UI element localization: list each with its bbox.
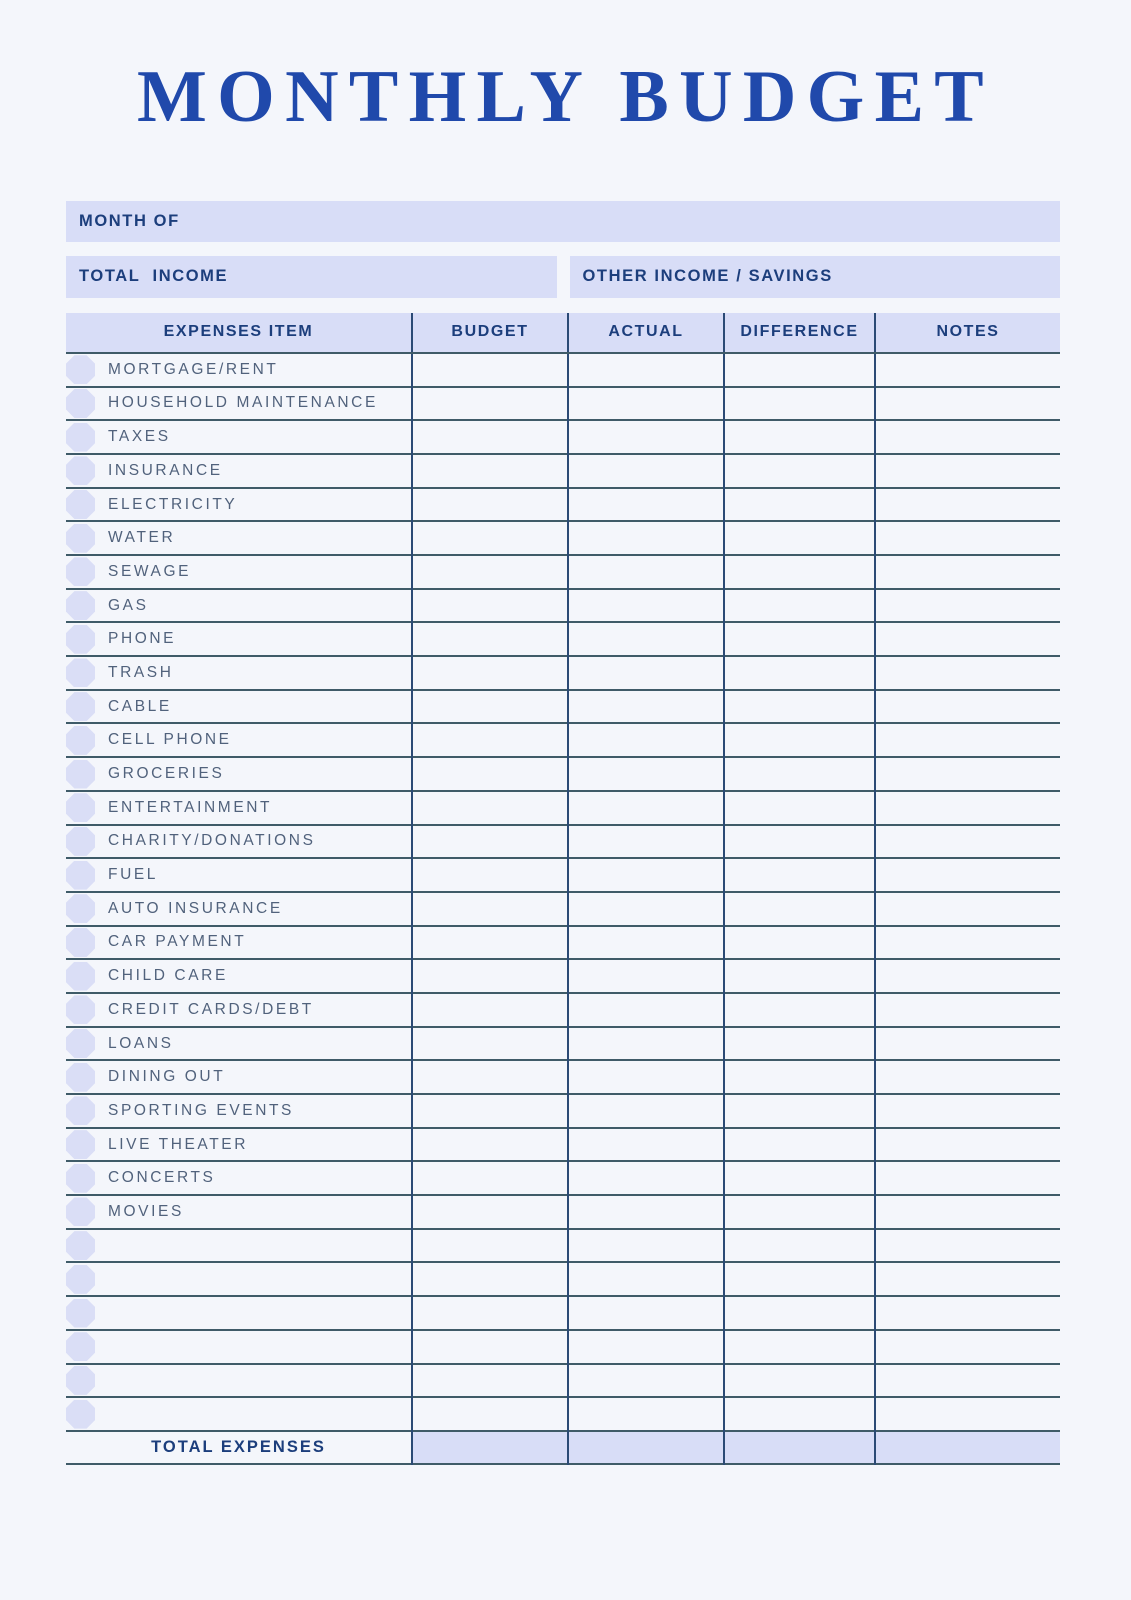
table-row <box>66 454 1060 488</box>
table-row <box>66 1330 1060 1364</box>
header-difference: DIFFERENCE <box>724 313 875 353</box>
actual-cell[interactable] <box>568 353 724 387</box>
actual-cell[interactable] <box>568 1397 724 1431</box>
total-budget-cell[interactable] <box>412 1431 568 1464</box>
difference-cell[interactable] <box>724 1262 875 1296</box>
notes-cell[interactable] <box>875 959 1060 993</box>
bullet-icon <box>66 1197 95 1226</box>
budget-cell[interactable] <box>412 858 568 892</box>
actual-cell[interactable] <box>568 521 724 555</box>
total-income-label: TOTAL INCOME <box>79 267 229 286</box>
expense-item-label: GROCERIES <box>108 765 225 782</box>
difference-cell[interactable] <box>724 1094 875 1128</box>
total-difference-cell[interactable] <box>724 1431 875 1464</box>
expense-item-label: PHONE <box>108 630 177 648</box>
difference-cell[interactable] <box>724 690 875 724</box>
expense-item-cell <box>66 1364 412 1398</box>
header-row <box>66 313 1060 353</box>
actual-cell[interactable] <box>568 723 724 757</box>
notes-cell[interactable] <box>875 723 1060 757</box>
total-expenses-row <box>66 1431 1060 1464</box>
notes-cell[interactable] <box>875 420 1060 454</box>
table-row <box>66 1296 1060 1330</box>
expenses-table-body <box>66 353 1060 1431</box>
table-row <box>66 1195 1060 1229</box>
notes-cell[interactable] <box>875 1296 1060 1330</box>
table-row <box>66 1128 1060 1162</box>
month-of-label: MONTH OF <box>79 211 180 230</box>
expense-item-label: CHARITY/DONATIONS <box>108 832 316 850</box>
expense-item-label: WATER <box>108 529 176 547</box>
notes-cell[interactable] <box>875 926 1060 960</box>
difference-cell[interactable] <box>724 723 875 757</box>
difference-cell[interactable] <box>724 791 875 825</box>
bullet-icon <box>66 490 95 519</box>
expense-item-label: LOANS <box>108 1034 174 1052</box>
budget-cell[interactable] <box>412 723 568 757</box>
expense-item-label: DINING OUT <box>108 1068 226 1086</box>
actual-cell[interactable] <box>568 1128 724 1162</box>
difference-cell[interactable] <box>724 555 875 589</box>
difference-cell[interactable] <box>724 488 875 522</box>
actual-cell[interactable] <box>568 926 724 960</box>
expense-item-label: ELECTRICITY <box>108 495 238 513</box>
expense-item-cell <box>66 892 412 926</box>
table-row <box>66 488 1060 522</box>
notes-cell[interactable] <box>875 1027 1060 1061</box>
actual-cell[interactable] <box>568 1027 724 1061</box>
budget-cell[interactable] <box>412 1364 568 1398</box>
notes-cell[interactable] <box>875 1094 1060 1128</box>
expense-item-cell <box>66 1161 412 1195</box>
difference-cell[interactable] <box>724 1161 875 1195</box>
difference-cell[interactable] <box>724 1296 875 1330</box>
bullet-icon <box>66 1130 95 1159</box>
table-row <box>66 1229 1060 1263</box>
table-row <box>66 858 1060 892</box>
budget-cell[interactable] <box>412 1296 568 1330</box>
expense-item-cell <box>66 1330 412 1364</box>
total-income-field[interactable] <box>66 256 557 298</box>
difference-cell[interactable] <box>724 589 875 623</box>
budget-cell[interactable] <box>412 1262 568 1296</box>
actual-cell[interactable] <box>568 656 724 690</box>
expense-item-label: HOUSEHOLD MAINTENANCE <box>108 394 378 412</box>
notes-cell[interactable] <box>875 825 1060 859</box>
notes-cell[interactable] <box>875 454 1060 488</box>
expense-item-cell <box>66 656 412 690</box>
bullet-icon <box>66 1265 95 1294</box>
actual-cell[interactable] <box>568 993 724 1027</box>
expense-item-cell <box>66 1262 412 1296</box>
expenses-table-footer <box>66 1431 1060 1464</box>
difference-cell[interactable] <box>724 353 875 387</box>
expense-item-cell <box>66 858 412 892</box>
table-row <box>66 959 1060 993</box>
notes-cell[interactable] <box>875 1364 1060 1398</box>
actual-cell[interactable] <box>568 420 724 454</box>
budget-cell[interactable] <box>412 791 568 825</box>
table-row <box>66 1027 1060 1061</box>
bullet-icon <box>66 591 95 620</box>
expense-item-cell <box>66 387 412 421</box>
budget-cell[interactable] <box>412 488 568 522</box>
bullet-icon <box>66 1029 95 1058</box>
difference-cell[interactable] <box>724 1027 875 1061</box>
table-row <box>66 993 1060 1027</box>
expense-item-label: TAXES <box>108 428 171 446</box>
budget-cell[interactable] <box>412 1195 568 1229</box>
budget-cell[interactable] <box>412 959 568 993</box>
difference-cell[interactable] <box>724 656 875 690</box>
expense-item-label: AUTO INSURANCE <box>108 899 283 917</box>
expense-item-label: SEWAGE <box>108 562 192 580</box>
expense-item-cell <box>66 959 412 993</box>
notes-cell[interactable] <box>875 1060 1060 1094</box>
actual-cell[interactable] <box>568 1229 724 1263</box>
table-row <box>66 723 1060 757</box>
budget-cell[interactable] <box>412 757 568 791</box>
budget-cell[interactable] <box>412 1128 568 1162</box>
bullet-icon <box>66 524 95 553</box>
budget-cell[interactable] <box>412 1229 568 1263</box>
expense-item-label: TRASH <box>108 663 174 681</box>
bullet-icon <box>66 726 95 755</box>
table-row <box>66 387 1060 421</box>
bullet-icon <box>66 389 95 418</box>
actual-cell[interactable] <box>568 387 724 421</box>
budget-cell[interactable] <box>412 353 568 387</box>
expense-item-cell <box>66 1128 412 1162</box>
budget-cell[interactable] <box>412 656 568 690</box>
notes-cell[interactable] <box>875 589 1060 623</box>
notes-cell[interactable] <box>875 1262 1060 1296</box>
budget-cell[interactable] <box>412 926 568 960</box>
expense-item-cell <box>66 622 412 656</box>
bullet-icon <box>66 894 95 923</box>
bullet-icon <box>66 1063 95 1092</box>
other-income-label: OTHER INCOME / SAVINGS <box>582 267 833 286</box>
notes-cell[interactable] <box>875 892 1060 926</box>
table-row <box>66 353 1060 387</box>
expense-item-cell <box>66 825 412 859</box>
difference-cell[interactable] <box>724 1195 875 1229</box>
total-expenses-label: TOTAL EXPENSES <box>151 1437 326 1456</box>
expense-item-cell <box>66 420 412 454</box>
table-row <box>66 757 1060 791</box>
expense-item-cell <box>66 1195 412 1229</box>
table-row <box>66 1094 1060 1128</box>
bullet-icon <box>66 861 95 890</box>
difference-cell[interactable] <box>724 926 875 960</box>
income-row <box>66 256 1060 298</box>
table-row <box>66 622 1060 656</box>
bullet-icon <box>66 1231 95 1260</box>
header-budget: BUDGET <box>412 313 568 353</box>
budget-cell[interactable] <box>412 521 568 555</box>
expense-item-label: MOVIES <box>108 1202 184 1220</box>
difference-cell[interactable] <box>724 420 875 454</box>
bullet-icon <box>66 1096 95 1125</box>
expense-item-cell <box>66 723 412 757</box>
expense-item-cell <box>66 353 412 387</box>
table-row <box>66 1262 1060 1296</box>
budget-cell[interactable] <box>412 690 568 724</box>
budget-cell[interactable] <box>412 1397 568 1431</box>
bullet-icon <box>66 1164 95 1193</box>
budget-cell[interactable] <box>412 892 568 926</box>
expense-item-cell <box>66 791 412 825</box>
actual-cell[interactable] <box>568 1195 724 1229</box>
budget-cell[interactable] <box>412 1330 568 1364</box>
notes-cell[interactable] <box>875 993 1060 1027</box>
expense-item-cell <box>66 488 412 522</box>
budget-cell[interactable] <box>412 1060 568 1094</box>
table-row <box>66 656 1060 690</box>
actual-cell[interactable] <box>568 1094 724 1128</box>
expense-item-cell <box>66 757 412 791</box>
notes-cell[interactable] <box>875 1161 1060 1195</box>
month-of-field[interactable] <box>66 201 1060 242</box>
actual-cell[interactable] <box>568 858 724 892</box>
expense-item-label: FUEL <box>108 866 159 884</box>
expense-item-label: MORTGAGE/RENT <box>108 360 279 378</box>
notes-cell[interactable] <box>875 521 1060 555</box>
expense-item-cell <box>66 1397 412 1431</box>
bullet-icon <box>66 456 95 485</box>
table-row <box>66 825 1060 859</box>
difference-cell[interactable] <box>724 825 875 859</box>
expense-item-label: CABLE <box>108 697 172 715</box>
expense-item-cell <box>66 555 412 589</box>
expense-item-label: CELL PHONE <box>108 731 232 749</box>
actual-cell[interactable] <box>568 959 724 993</box>
budget-cell[interactable] <box>412 420 568 454</box>
expense-item-label: CAR PAYMENT <box>108 933 247 951</box>
table-row <box>66 926 1060 960</box>
notes-cell[interactable] <box>875 1195 1060 1229</box>
actual-cell[interactable] <box>568 690 724 724</box>
budget-cell[interactable] <box>412 1094 568 1128</box>
sheet-content <box>66 201 1060 1465</box>
expense-item-label: CHILD CARE <box>108 967 228 985</box>
expense-item-label: SPORTING EVENTS <box>108 1101 294 1119</box>
notes-cell[interactable] <box>875 757 1060 791</box>
bullet-icon <box>66 995 95 1024</box>
actual-cell[interactable] <box>568 454 724 488</box>
other-income-field[interactable] <box>570 256 1061 298</box>
expense-item-cell <box>66 1094 412 1128</box>
actual-cell[interactable] <box>568 1262 724 1296</box>
difference-cell[interactable] <box>724 1364 875 1398</box>
notes-cell[interactable] <box>875 858 1060 892</box>
table-row <box>66 1060 1060 1094</box>
bullet-icon <box>66 1299 95 1328</box>
bullet-icon <box>66 928 95 957</box>
expense-item-label: LIVE THEATER <box>108 1135 249 1153</box>
bullet-icon <box>66 793 95 822</box>
budget-cell[interactable] <box>412 1161 568 1195</box>
actual-cell[interactable] <box>568 555 724 589</box>
budget-cell[interactable] <box>412 1027 568 1061</box>
expense-item-label: GAS <box>108 596 149 614</box>
actual-cell[interactable] <box>568 892 724 926</box>
difference-cell[interactable] <box>724 1229 875 1263</box>
bullet-icon <box>66 962 95 991</box>
difference-cell[interactable] <box>724 892 875 926</box>
budget-cell[interactable] <box>412 622 568 656</box>
header-expenses-item: EXPENSES ITEM <box>66 313 412 353</box>
notes-cell[interactable] <box>875 353 1060 387</box>
table-row <box>66 589 1060 623</box>
page-title: MONTHLY BUDGET <box>136 56 995 138</box>
actual-cell[interactable] <box>568 622 724 656</box>
difference-cell[interactable] <box>724 757 875 791</box>
table-row <box>66 1161 1060 1195</box>
expense-item-cell <box>66 993 412 1027</box>
expense-item-cell <box>66 1060 412 1094</box>
table-row <box>66 1397 1060 1431</box>
expense-item-label: ENTERTAINMENT <box>108 798 273 816</box>
notes-cell[interactable] <box>875 690 1060 724</box>
expense-item-label: CREDIT CARDS/DEBT <box>108 1000 314 1018</box>
expense-item-cell <box>66 521 412 555</box>
notes-cell[interactable] <box>875 1330 1060 1364</box>
actual-cell[interactable] <box>568 1364 724 1398</box>
notes-cell[interactable] <box>875 1229 1060 1263</box>
difference-cell[interactable] <box>724 993 875 1027</box>
bullet-icon <box>66 760 95 789</box>
notes-cell[interactable] <box>875 488 1060 522</box>
difference-cell[interactable] <box>724 1060 875 1094</box>
actual-cell[interactable] <box>568 1330 724 1364</box>
notes-cell[interactable] <box>875 1397 1060 1431</box>
bullet-icon <box>66 1332 95 1361</box>
expense-item-cell <box>66 1296 412 1330</box>
budget-cell[interactable] <box>412 387 568 421</box>
header-actual: ACTUAL <box>568 313 724 353</box>
actual-cell[interactable] <box>568 791 724 825</box>
bullet-icon <box>66 1366 95 1395</box>
actual-cell[interactable] <box>568 589 724 623</box>
table-row <box>66 521 1060 555</box>
actual-cell[interactable] <box>568 488 724 522</box>
table-row <box>66 892 1060 926</box>
actual-cell[interactable] <box>568 757 724 791</box>
bullet-icon <box>66 1400 95 1429</box>
bullet-icon <box>66 658 95 687</box>
budget-cell[interactable] <box>412 825 568 859</box>
notes-cell[interactable] <box>875 791 1060 825</box>
table-row <box>66 420 1060 454</box>
notes-cell[interactable] <box>875 555 1060 589</box>
bullet-icon <box>66 692 95 721</box>
notes-cell[interactable] <box>875 656 1060 690</box>
total-notes-cell[interactable] <box>875 1431 1060 1464</box>
budget-cell[interactable] <box>412 993 568 1027</box>
bullet-icon <box>66 625 95 654</box>
table-row <box>66 1364 1060 1398</box>
bullet-icon <box>66 827 95 856</box>
expenses-table-header <box>66 313 1060 353</box>
difference-cell[interactable] <box>724 1128 875 1162</box>
difference-cell[interactable] <box>724 622 875 656</box>
notes-cell[interactable] <box>875 1128 1060 1162</box>
expense-item-cell <box>66 926 412 960</box>
table-row <box>66 791 1060 825</box>
difference-cell[interactable] <box>724 1397 875 1431</box>
expense-item-label: CONCERTS <box>108 1169 216 1187</box>
bullet-icon <box>66 423 95 452</box>
notes-cell[interactable] <box>875 622 1060 656</box>
notes-cell[interactable] <box>875 387 1060 421</box>
bullet-icon <box>66 557 95 586</box>
budget-cell[interactable] <box>412 454 568 488</box>
difference-cell[interactable] <box>724 858 875 892</box>
expense-item-cell <box>66 690 412 724</box>
actual-cell[interactable] <box>568 825 724 859</box>
budget-cell[interactable] <box>412 555 568 589</box>
difference-cell[interactable] <box>724 959 875 993</box>
table-row <box>66 690 1060 724</box>
actual-cell[interactable] <box>568 1060 724 1094</box>
difference-cell[interactable] <box>724 521 875 555</box>
expense-item-cell <box>66 589 412 623</box>
total-actual-cell[interactable] <box>568 1431 724 1464</box>
header-notes: NOTES <box>875 313 1060 353</box>
table-row <box>66 555 1060 589</box>
actual-cell[interactable] <box>568 1296 724 1330</box>
difference-cell[interactable] <box>724 454 875 488</box>
difference-cell[interactable] <box>724 1330 875 1364</box>
expense-item-cell <box>66 1229 412 1263</box>
expense-item-cell <box>66 454 412 488</box>
actual-cell[interactable] <box>568 1161 724 1195</box>
difference-cell[interactable] <box>724 387 875 421</box>
expense-item-cell <box>66 1027 412 1061</box>
bullet-icon <box>66 355 95 384</box>
expenses-table <box>66 313 1060 1465</box>
expense-item-label: INSURANCE <box>108 461 223 479</box>
budget-cell[interactable] <box>412 589 568 623</box>
